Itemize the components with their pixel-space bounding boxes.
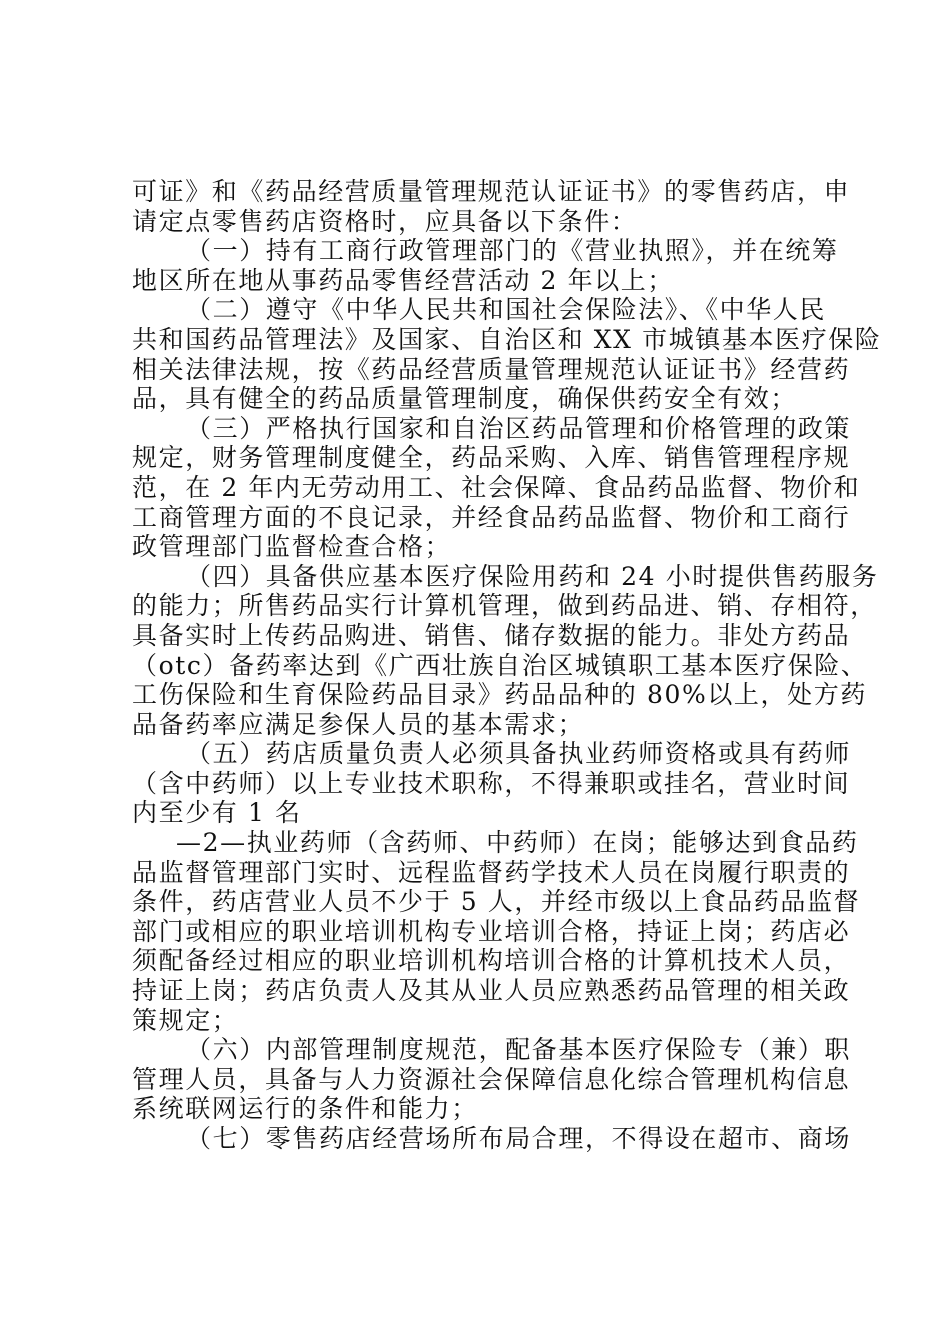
text-line: 规定，财务管理制度健全，药品采购、入库、销售管理程序规 bbox=[132, 443, 851, 473]
text-line: 可证》和《药品经营质量管理规范认证证书》的零售药店，申 bbox=[132, 177, 851, 206]
text-line: 策规定； bbox=[132, 1005, 239, 1035]
item-six-line: （六）内部管理制度规范，配备基本医疗保险专（兼）职 bbox=[186, 1035, 852, 1065]
text-line: （含中药师）以上专业技术职称，不得兼职或挂名，营业时间 bbox=[132, 768, 851, 798]
text-line: 品备药率应满足参保人员的基本需求； bbox=[132, 709, 585, 739]
text-line: 持证上岗；药店负责人及其从业人员应熟悉药品管理的相关政 bbox=[132, 976, 851, 1006]
document-body bbox=[132, 177, 882, 1154]
text-line: 内至少有 1 名 bbox=[132, 798, 302, 828]
text-line: 须配备经过相应的职业培训机构培训合格的计算机技术人员， bbox=[132, 946, 851, 976]
text-line: 部门或相应的职业培训机构专业培训合格，持证上岗；药店必 bbox=[132, 916, 851, 946]
text-line: 相关法律法规，按《药品经营质量管理规范认证证书》经营药 bbox=[132, 354, 851, 384]
item-three-line: （三）严格执行国家和自治区药品管理和价格管理的政策 bbox=[186, 413, 852, 443]
text-line: 共和国药品管理法》及国家、自治区和 XX 市城镇基本医疗保险 bbox=[132, 324, 882, 354]
text-line: 范，在 2 年内无劳动用工、社会保障、食品药品监督、物价和 bbox=[132, 472, 861, 502]
text-line: 品监督管理部门实时、远程监督药学技术人员在岗履行职责的 bbox=[132, 857, 851, 887]
page-number-line: —2—执业药师（含药师、中药师）在岗；能够达到食品药 bbox=[176, 828, 859, 858]
item-seven-line: （七）零售药店经营场所布局合理，不得设在超市、商场 bbox=[186, 1124, 852, 1153]
text-line: 品，具有健全的药品质量管理制度，确保供药安全有效； bbox=[132, 384, 798, 414]
text-line: 政管理部门监督检查合格； bbox=[132, 532, 452, 562]
item-two-line: （二）遵守《中华人民共和国社会保险法》、《中华人民 bbox=[186, 295, 827, 325]
item-one-line: （一）持有工商行政管理部门的《营业执照》，并在统筹 bbox=[186, 236, 839, 266]
text-line: 具备实时上传药品购进、销售、储存数据的能力。非处方药品 bbox=[132, 620, 851, 650]
text-line: 的能力；所售药品实行计算机管理，做到药品进、销、存相符， bbox=[132, 591, 877, 621]
item-four-line: （四）具备供应基本医疗保险用药和 24 小时提供售药服务 bbox=[186, 561, 879, 591]
text-line: 地区所在地从事药品零售经营活动 2 年以上； bbox=[132, 265, 675, 295]
text-line: 工商管理方面的不良记录，并经食品药品监督、物价和工商行 bbox=[132, 502, 851, 532]
text-line: 系统联网运行的条件和能力； bbox=[132, 1094, 478, 1124]
text-line: （otc）备药率达到《广西壮族自治区城镇职工基本医疗保险、 bbox=[132, 650, 868, 680]
text-line: 管理人员，具备与人力资源社会保障信息化综合管理机构信息 bbox=[132, 1064, 851, 1094]
text-line: 工伤保险和生育保险药品目录》药品品种的 80%以上，处方药 bbox=[132, 680, 867, 710]
text-line: 条件，药店营业人员不少于 5 人，并经市级以上食品药品监督 bbox=[132, 887, 861, 917]
item-five-line: （五）药店质量负责人必须具备执业药师资格或具有药师 bbox=[186, 739, 852, 769]
text-line: 请定点零售药店资格时，应具备以下条件： bbox=[132, 206, 638, 236]
